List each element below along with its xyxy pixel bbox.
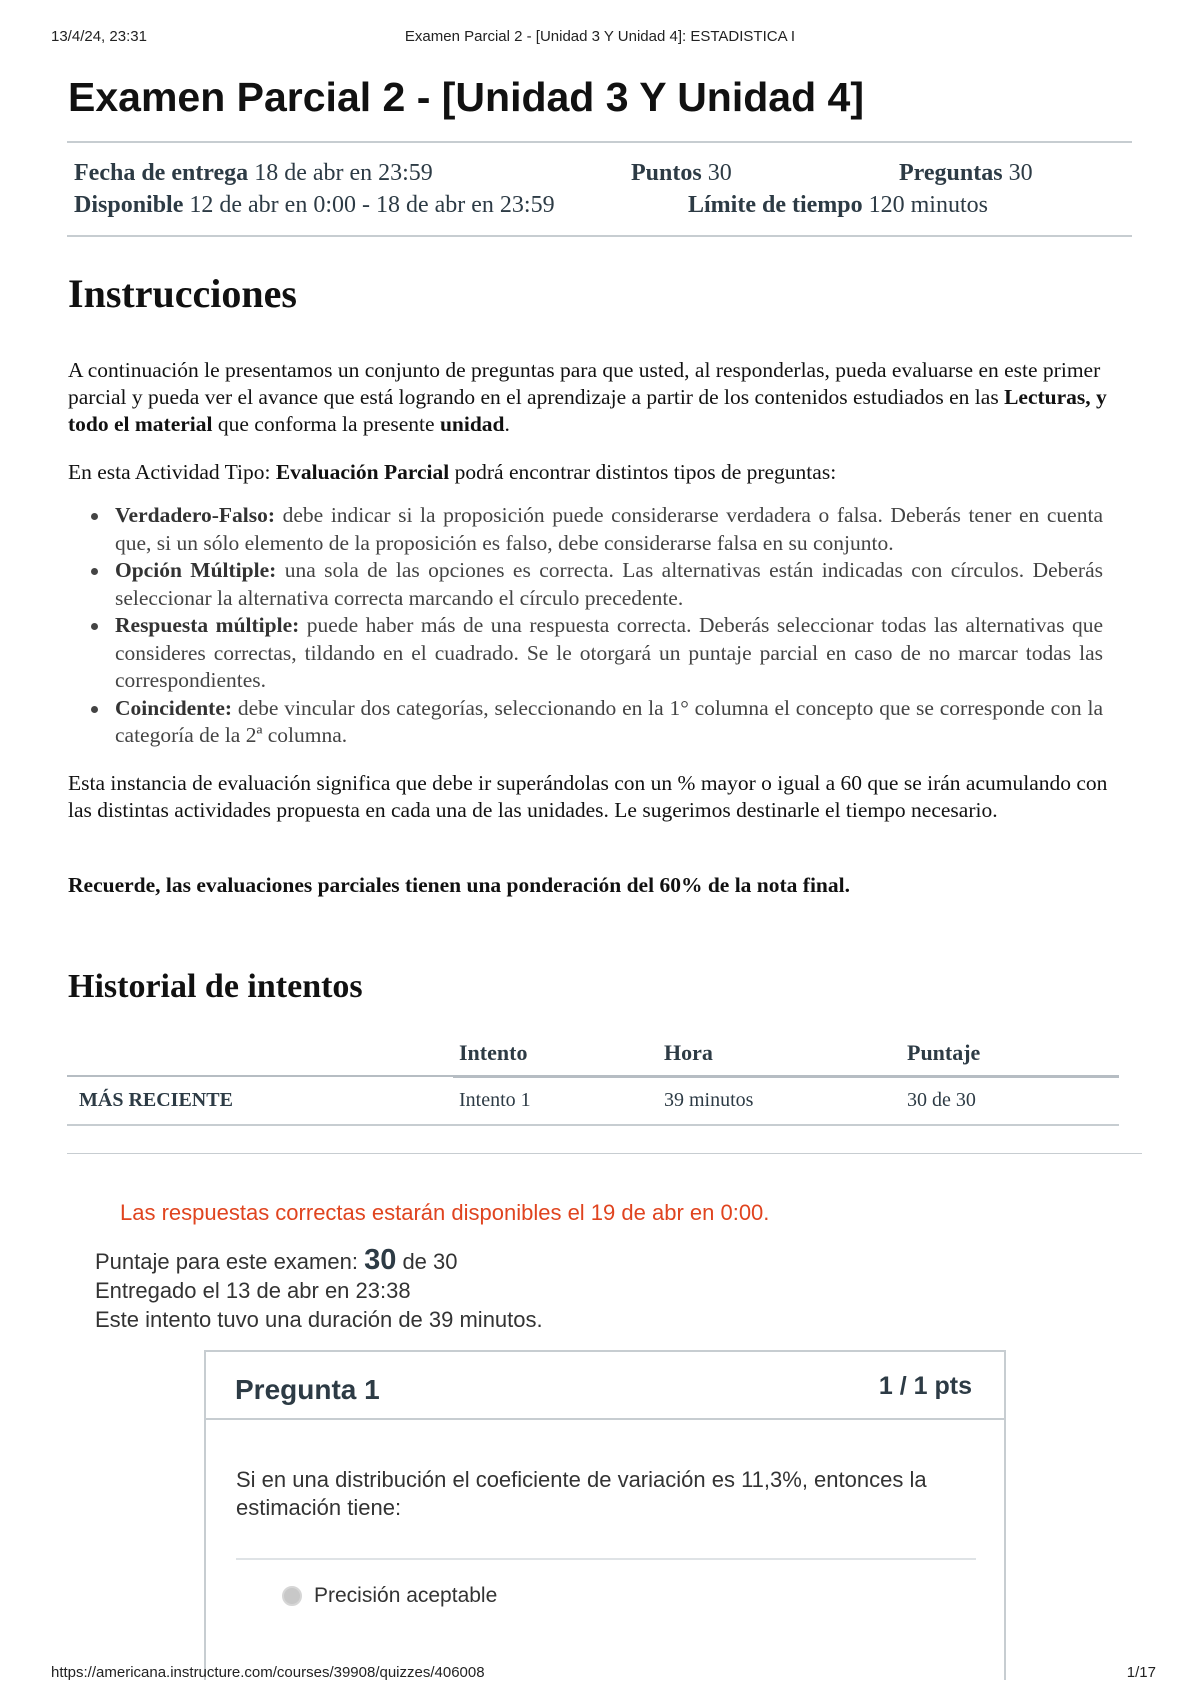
meta-due	[74, 160, 433, 187]
score-suffix: de 30	[396, 1249, 458, 1274]
list-item	[68, 695, 1103, 750]
question-header	[206, 1352, 1004, 1420]
p2-text-2: podrá encontrar distintos tipos de preguntas:	[449, 460, 837, 484]
question-points: 1 / 1 pts	[878, 1372, 972, 1400]
print-datetime: 13/4/24, 23:31	[51, 28, 147, 45]
bullet-term: Coincidente:	[115, 695, 233, 720]
attempts-table	[67, 1032, 1119, 1126]
list-item	[68, 502, 1103, 557]
bullet-term: Respuesta múltiple:	[115, 613, 300, 637]
page-title: Examen Parcial 2 - [Unidad 3 Y Unidad 4]	[68, 74, 864, 120]
meta-time-limit-label: Límite de tiempo	[688, 192, 863, 218]
bullet-term: Opción Múltiple:	[115, 558, 277, 582]
attempt-time: 39 minutos	[658, 1076, 901, 1125]
instructions-paragraph-1	[68, 357, 1118, 438]
print-header	[0, 28, 1200, 50]
instructions-heading: Instrucciones	[68, 271, 297, 316]
p1-bold-materials: Lecturas, y todo el material	[68, 385, 1107, 436]
p2-text: En esta Actividad Tipo:	[68, 460, 276, 484]
meta-divider	[67, 235, 1132, 237]
score-summary	[95, 1246, 543, 1334]
answers-availability-notice: Las respuestas correctas estarán disponibles el 19 de abr en 0:00.	[120, 1200, 770, 1225]
meta-points-value: 30	[707, 160, 732, 186]
attempt-score: 30 de 30	[901, 1076, 1119, 1125]
meta-available-value: 12 de abr en 0:00 - 18 de abr en 23:59	[189, 192, 555, 218]
column-header-attempt: Intento	[453, 1032, 658, 1076]
print-title: Examen Parcial 2 - [Unidad 3 Y Unidad 4]: ESTADISTICA I	[404, 28, 796, 45]
meta-points-label: Puntos	[631, 160, 702, 186]
p1-period: .	[504, 412, 510, 436]
meta-points	[631, 160, 732, 187]
meta-questions	[899, 160, 1033, 187]
bullet-text: debe vincular dos categorías, seleccionando en la 1° columna el concepto que se corresponde con la categoría de la 2ª columna.	[115, 695, 1103, 747]
score-line	[95, 1246, 543, 1276]
instructions-paragraph-4: Recuerde, las evaluaciones parciales tienen una ponderación del 60% de la nota final.	[68, 873, 850, 897]
meta-available-label: Disponible	[74, 192, 184, 218]
footer-page-number: 1/17	[1126, 1664, 1156, 1681]
section-divider	[67, 1153, 1142, 1154]
p1-text: A continuación le presentamos un conjunto de preguntas para que usted, al responderlas, pueda evaluarse en este primer parcial y pueda ver el avance que está logrando en el aprendizaje a partir de los contenidos estudiados en las	[68, 358, 1101, 409]
bullet-text: debe indicar si la proposición puede considerarse verdadera o falsa. Deberás tener en cuenta que, si un sólo elemento de la proposición es falso, debe considerarse falsa en su conjunto.	[115, 503, 1103, 555]
table-row	[67, 1076, 1119, 1125]
score-value: 30	[364, 1244, 397, 1276]
column-header-empty	[67, 1032, 453, 1076]
bullet-term: Verdadero-Falso:	[115, 503, 276, 527]
attempt-link[interactable]: Intento 1	[453, 1076, 658, 1125]
title-divider	[67, 141, 1132, 143]
instructions-paragraph-3: Esta instancia de evaluación significa que debe ir superándolas con un % mayor o igual a 60 que se irán acumulando con las distintas actividades propuesta en cada una de las unidades. Le sugerimos destinarle el tiempo necesario.	[68, 771, 1108, 822]
meta-questions-label: Preguntas	[899, 160, 1003, 186]
history-heading: Historial de intentos	[68, 968, 363, 1005]
bullet-text: una sola de las opciones es correcta. Las alternativas están indicadas con círculos. Deberás seleccionar la alternativa correcta marcando el círculo precedente.	[115, 558, 1103, 610]
column-header-score: Puntaje	[901, 1032, 1119, 1076]
question-title: Pregunta 1	[235, 1374, 380, 1405]
answer-option-label: Precisión aceptable	[314, 1584, 498, 1607]
p1-text-2: que conforma la presente	[212, 412, 440, 436]
question-types-list	[68, 502, 1103, 750]
meta-time-limit	[688, 192, 988, 219]
duration-line: Este intento tuvo una duración de 39 minutos.	[95, 1307, 543, 1332]
list-item	[68, 557, 1103, 612]
footer-url: https://americana.instructure.com/courses/39908/quizzes/406008	[51, 1664, 485, 1681]
question-card	[204, 1350, 1006, 1680]
p2-bold: Evaluación Parcial	[275, 460, 450, 484]
meta-due-label: Fecha de entrega	[74, 160, 249, 186]
question-text: Si en una distribución el coeficiente de variación es 11,3%, entonces la estimación tiene:	[236, 1467, 927, 1520]
meta-available	[74, 192, 555, 219]
question-divider	[236, 1558, 976, 1560]
p1-bold-unit: unidad	[439, 412, 505, 436]
radio-icon[interactable]	[282, 1586, 302, 1606]
score-prefix: Puntaje para este examen:	[95, 1249, 365, 1274]
submitted-line: Entregado el 13 de abr en 23:38	[95, 1278, 411, 1303]
meta-time-limit-value: 120 minutos	[868, 192, 988, 218]
row-label: MÁS RECIENTE	[67, 1076, 453, 1125]
meta-questions-value: 30	[1008, 160, 1033, 186]
table-header-row	[67, 1032, 1119, 1076]
answer-option[interactable]	[282, 1584, 497, 1608]
meta-due-value: 18 de abr en 23:59	[254, 160, 433, 186]
instructions-paragraph-2	[68, 459, 1118, 486]
column-header-time: Hora	[658, 1032, 901, 1076]
list-item	[68, 612, 1103, 695]
bullet-text: puede haber más de una respuesta correcta. Deberás seleccionar todas las alternativas que consideres correctas, tildando en el cuadrado. Se le otorgará un puntaje parcial en caso de no marcar todas las correspondientes.	[115, 613, 1103, 692]
